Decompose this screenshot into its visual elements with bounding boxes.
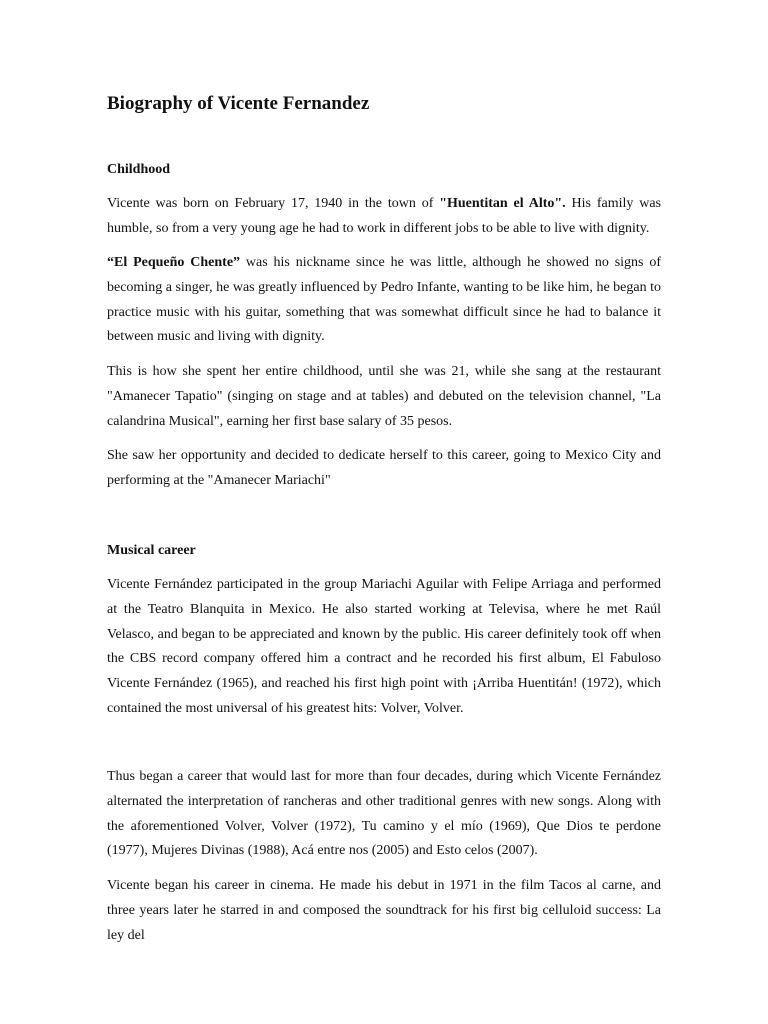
paragraph-nickname (107, 251, 661, 350)
section-heading-childhood: Childhood (107, 162, 171, 177)
paragraph-text: was his nickname since he was little, although he showed no signs of becoming a singer, he was greatly influenced by Pedro Infante, wanting to be like him, he began to practice music with his guitar, something that was somewhat difficult since he had to balance it between music and living with dignity. (107, 255, 661, 345)
document-title: Biography of Vicente Fernandez (107, 93, 370, 114)
paragraph-four-decades: Thus began a career that would last for more than four decades, during which Vicente Fernández alternated the interpretation of rancheras and other traditional genres with new songs. Along with the aforementioned Volver, Volver (1972), Tu camino y el mío (1969), Que Dios te perdone (1977), Mujeres Divinas (1988), Acá entre nos (2005) and Esto celos (2007). (107, 769, 661, 859)
section-heading-musical-career: Musical career (107, 543, 196, 558)
town-name-bold: "Huentitan el Alto". (439, 196, 566, 211)
paragraph-cinema: Vicente began his career in cinema. He made his debut in 1971 in the film Tacos al carne, and three years later he starred in and composed the soundtrack for his first big celluloid success: La ley del (107, 878, 661, 943)
paragraph-early-career: This is how she spent her entire childhood, until she was 21, while she sang at the restaurant "Amanecer Tapatio" (singing on stage and at tables) and debuted on the television channel, "La calandrina Musical", earning her first base salary of 35 pesos. (107, 364, 661, 429)
paragraph-text: Vicente was born on February 17, 1940 in the town of (107, 196, 440, 211)
paragraph-mariachi-aguilar: Vicente Fernández participated in the group Mariachi Aguilar with Felipe Arriaga and performed at the Teatro Blanquita in Mexico. He also started working at Televisa, where he met Raúl Velasco, and began to be appreciated and known by the public. His career definitely took off when the CBS record company offered him a contract and he recorded his first album, El Fabuloso Vicente Fernández (1965), and reached his first high point with ¡Arriba Huentitán! (1972), which contained the most universal of his greatest hits: Volver, Volver. (107, 577, 661, 716)
paragraph-text: His family was humble, so from a very young age he had to work in different jobs to be able to live with dignity. (107, 196, 662, 236)
nickname-bold: “El Pequeño Chente” (107, 255, 241, 270)
paragraph-opportunity: She saw her opportunity and decided to dedicate herself to this career, going to Mexico City and performing at the "Amanecer Mariachi" (107, 448, 661, 488)
paragraph-birth (107, 192, 661, 242)
